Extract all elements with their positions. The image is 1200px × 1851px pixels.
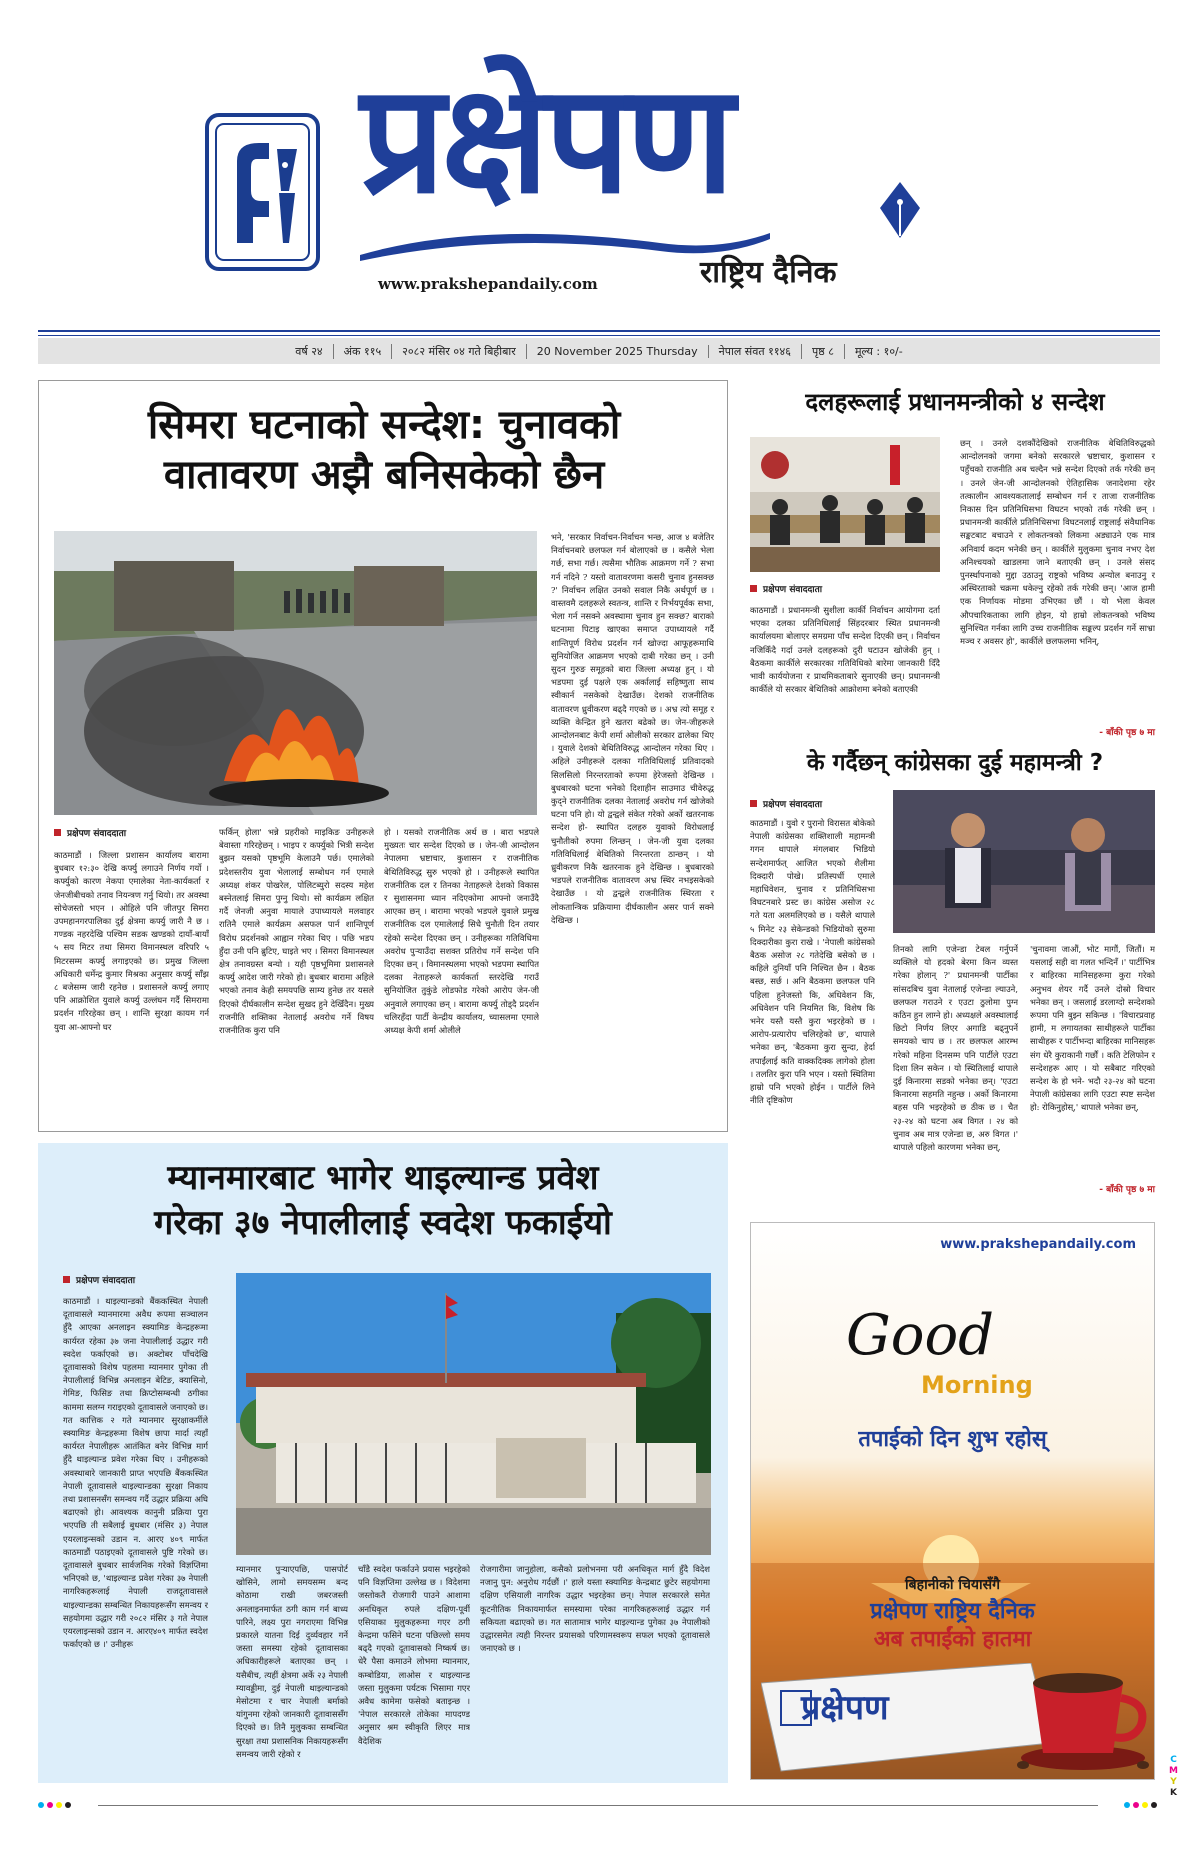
ad-good-text: Good bbox=[846, 1303, 995, 1368]
lead-col-3: हो । यसको राजनीतिक अर्थ छ । बारा भडपले मुख्यतः चार सन्देश दिएको छ । जेन-जी आन्दोलन नेपालमा भ्रष्टाचार, कुशासन र राजनीतिक बेथितिविरुद्ध सुरु भएको हो । उनीहरूले स्थापित राजनीतिक दल र तिनका नेताहरूले देशको विकास र सुशासनमा ध्यान नदिएकोमा आफ्नो जनाउँदै आएका छन् । बारामा भएको भडपले युवाले प्रमुख राजनीतिक दल एमालेलाई सिधै चुनौती दिन तयार रहेको सन्देश दिएका छन् । उनीहरूका गतिविधिमा अवरोध पुऱ्याउँदा सशक्त प्रतिरोध गर्ने सन्देश पनि दिएका छन् । विमानस्थलमा भएको भडपमा स्थापित दलका नेताहरूले कार्यकर्ता स्तरदेखि गराउँ सुनियोजित तुकुंडे लोडफोड गरेको आरोप जेन-जी अनुवाले लगाएका छन् । बारामा कर्फ्यु तोड्दै प्रदर्शन चलिरहँदा पार्टी केन्द्रीय कार्यालय, च्यासलमा एमाले अध्यक्ष केपी शर्मा ओलीले bbox=[384, 827, 539, 1036]
issue-info-bar bbox=[38, 338, 1160, 364]
lead-headline-line2[interactable]: वातावरण अझै बनिसकेको छैन bbox=[163, 452, 605, 498]
burning-tire-protest-photo bbox=[54, 531, 537, 815]
myanmar-byline: प्रक्षेपण संवाददाता bbox=[63, 1273, 135, 1286]
myanmar-headline-line1[interactable]: म्यानमारबाट भागेर थाइल्यान्ड प्रवेश bbox=[167, 1158, 599, 1198]
myanmar-headline-line2[interactable]: गरेका ३७ नेपालीलाई स्वदेश फकाईयो bbox=[154, 1203, 612, 1243]
ad-line-1: बिहानीको चियासँगै bbox=[905, 1577, 1000, 1593]
myanmar-col-1: काठमाडौं । थाइल्यान्डको बैंककस्थित नेपाली दूतावासले म्यानमारमा अवैध रूपमा सञ्चालन हुँदै आएका अनलाइन स्क्यामिङ केन्द्रहरूमा कार्यरत रहेका ३७ जना नेपालीलाई उद्धार गरी स्वदेश फर्काएको छ। अक्टोबर पाँचदेखि दूतावासको विशेष पहलमा म्यानमार पुगेका ती नेपालीलाई विभिन्न अनलाइन बेटिङ, क्यासिनो, गेमिङ, फिसिङ तथा क्रिप्टोसम्बन्धी ठगीका काममा सलग्न गराइएको दूतावासले जनाएको छ। गत कात्तिक २ गते म्यानमार सुरक्षाकर्मीले स्क्यामिङ केन्द्रहरूमा विशेष छापा मार्दा त्यहाँ कार्यरत नेपालीहरू आतंकित बनेर विभिन्न मार्ग हुँदै थाइल्यान्ड प्रवेश गरेका थिए । उनीहरूको अवस्थाबारे जानकारी प्राप्त भएपछि बैंककस्थित नेपाली दूतावासले थाइल्यान्डका सुरक्षा निकाय तथा प्रशासनसँग समन्वय गर्दै उद्धार प्रक्रिया अघि बढाएको हो। आवश्यक कानुनी प्रक्रिया पुरा भएपछि ती सबैलाई बुधबार (मंसिर ३) नेपाल एयरलाइन्सको उडान न. आरए ४०९ मार्फत काठमाडौं पठाइएको दूतावासले पुष्टि गरेको छ। दूतावासले बुधबार सार्वजनिक गरेको विज्ञप्तिमा भनिएको छ, 'थाइल्यान्ड प्रवेश गरेका ३७ नेपाली नागरिकहरूलाई नेपाली राजदूतावासले थाइल्यान्डका सम्बन्धित निकायहरूसँग समन्वय र सहयोगमा उद्धार गरी २०८२ मंसिर ३ गते नेपाल एयरलाइन्सको उडान न. आरए४०९ मार्फत स्वदेश फर्काएको छ ।' उनीहरू bbox=[63, 1296, 208, 1650]
issue-price: मूल्य : १०/- bbox=[854, 344, 903, 358]
myanmar-col-4: रोजगारीमा जानुहोला, कसैको प्रलोभनमा परी अनधिकृत मार्ग हुँदै विदेश नजानु पुन: अनुरोध गर्दछौं ।' हाले यस्ता स्क्यामिङ केन्द्रबाट छुटेर सहयोगमा दक्षिण एसियाली नागरिक उद्धार भइरहेका छन्। नेपाल सरकारले समेत कूटनीतिक निकायमार्फत समस्यामा परेका नागरिकहरूलाई उद्धार गर्न सकियता बढाएको छ। गत सातामात्र भागेर थाइल्यान्ड पुगेका ३७ नेपालीको उद्धारसमेत त्यही निरन्तर प्रयासको परिणामस्वरूप सफल भएको दूतावासले जनाएको छ । bbox=[480, 1564, 710, 1654]
ad-greeting: तपाईको दिन शुभ रहोस् bbox=[858, 1427, 1047, 1452]
logo-emblem bbox=[205, 113, 320, 271]
ad-url[interactable]: www.prakshepandaily.com bbox=[940, 1237, 1136, 1252]
ad-morning-text: Morning bbox=[921, 1371, 1033, 1399]
brand-name: प्रक्षेपण bbox=[360, 53, 731, 227]
myanmar-col-2: म्यानमार पुऱ्याएपछि, पासपोर्ट खोसिने, लामो समयसम्म बन्द कोठामा राखी जबरजस्ती अनलाइनमार्फत ठगी काम गर्न बाध्य पारिने, लक्ष्य पुरा नगराएमा विभिन्न प्रकारले यातना दिई दुर्व्यवहार गर्ने जस्ता समस्या रहेको दूतावासका अधिकारीहरूले बताएका छन् । यसैबीच, त्यहीं क्षेत्रमा अर्के २३ नेपाली म्यावड्डीमा, दुई नेपाली थाइल्यान्डको मेसोटमा र चार नेपाली बर्माको यांगुनमा रहेको जानकारी दूतावाससँग दिएको छ। तिनै मुलुकका सम्बन्धित सुरक्षा तथा प्रशासनिक निकायहरूसँग समन्वय जारी रहेको र bbox=[236, 1564, 348, 1759]
congress-col-1: काठमाडौं । युवो र पुरानो विरासत बोकेको नेपाली कांग्रेसका शक्तिशाली महामन्त्री गगन थापाले मंगलबार भिडियो सन्देशमार्फत् आजित भएको शैलीमा दिक्दारी पोखे। प्रतिस्पर्धी एमाले महाधिवेशन, चुनाव र प्रतिनिधिसभा विघटनबारे प्रस्ट छ। कांग्रेस असोज २८ गते यता अलमलिएको छ । यसैले थापाले ५ मिनेट २३ सेकेन्डको भिडियोको सुरुमा दिक्दारीका कुरा राखे । 'नेपाली कांग्रेसको बैठक असोज २८ गतेदेखि बसेको छ । कहिले दुनियाँ पनि निश्चित छैन । बैठक बस्छ, सर्छ । अनि बैठकमा छलफल पनि पहिला हुनेजस्तो कि, अधिवेशन कि, अधिवेशन पनि नियमित कि, विशेष कि भनेर यस्तै यस्तै कुरा भइरहेको छ । आरोप-प्रत्यारोप चलिरहेको छ', थापाले भनेका छन्, 'बैठकमा कुरा सुन्दा, हेर्दा तपाईंलाई कति वाक्कदिक्क लागेको होला । तलतिर कुरा पनि भएन । यस्तो स्थितिमा हाम्रो पनि भएको होईन । पार्टीले लिने नीति दृष्टिकोण bbox=[750, 818, 875, 1106]
lead-byline: प्रक्षेपण संवाददाता bbox=[54, 826, 126, 839]
pm-headline[interactable]: दलहरूलाई प्रधानमन्त्रीको ४ सन्देश bbox=[805, 388, 1105, 416]
masthead bbox=[0, 0, 1200, 330]
ad-paper-brand: प्रक्षेपण bbox=[801, 1688, 889, 1728]
congress-headline[interactable]: के गर्दैछन् कांग्रेसका दुई महामन्त्री ? bbox=[806, 750, 1104, 776]
issue-english-date: 20 November 2025 Thursday bbox=[527, 345, 709, 358]
cmyk-marks: C M Y K bbox=[1169, 1755, 1178, 1798]
pm-byline: प्रक्षेपण संवाददाता bbox=[750, 582, 822, 595]
site-url[interactable]: www.prakshepandaily.com bbox=[378, 275, 598, 293]
pm-col-2: छन् । उनले दशकौंदेखिको राजनीतिक बेथितिविरुद्धको आन्दोलनको जगमा बनेको सरकारले भ्रष्टाचार, कुशासन र पहुँचको राजनीति अब चल्दैन भन्ने सन्देश दिएको तर्क गरेकी छन् । उनले जेन-जी आन्दोलनको ऐतिहासिक जनादेशमा रहेर तत्कालीन आवश्यकतालाई सम्बोधन गर्न र ताजा राजनीतिक निकास दिन प्रतिनिधिसभा विघटन भएको तर्क गरेकी छन् । प्रधानमन्त्री कार्कीले प्रतिनिधिसभा विघटनलाई राष्ट्रलाई संवैधानिक सङ्कटबाट बचाउने र लोकतन्त्रको लिकमा अड्याउने एक मात्र अनिवार्य कदम भनेकी छन् । कार्कीले मुलुकमा चुनाव नभए देश अनिश्चयको खाडलमा जाने बताएकी छन् । उनले संसद पुनर्स्थापनाको मुद्दा उठाउनु राष्ट्रको भविष्य अन्योल बनाउनु र अस्थिरताको चक्रमा धकेल्नु रहेको तर्क गरेकी छन्। 'आज हामी एक निर्णायक मोडमा उभिएका छौं । यो भेला केवल औपचारिकताका लागि होइन, यो हाम्रो लोकतन्त्रको भविष्य सुनिश्चित गर्नका लागि उच्च राजनीतिक सङ्कल्प प्रदर्शन गर्ने साभ्रा मञ्च र अवसर हो', कार्कीले छलफलमा भनिन्, bbox=[960, 438, 1155, 647]
tagline: राष्ट्रिय दैनिक bbox=[700, 255, 837, 290]
issue-nepali-date: २०८२ मंसिर ०४ गते बिहीबार bbox=[392, 344, 527, 359]
congress-col-3: 'चुनावमा जाऔं, भोट मागौं, जितौं। म यसलाई सही वा गलत भन्दिनँ ।' पार्टीभित्र र बाहिरका मानिसहरूमा कुरा गरेको अनुभव शेयर गर्दै उनले दोस्रो विचार भनेका छन् । जसलाई डरलाग्दो सन्देशको रूपमा पनि बुझ्न सकिन्छ । 'विचारप्रवाह हामी, म लगायतका साथीहरूले पार्टीका साथीहरू र पार्टीभन्दा बाहिरका मानिसहरू संग धेरै कुराकानी गर्छौं । कति टेलिफोन र सन्देशहरू आए । यो सबैबाट गरिएको सन्देश के हो भने- भदौ २३-२४ को घटना नेपाली कांग्रेसका लागि एउटा स्पष्ट सन्देश हो: रोकिनुहोस्,' थापाले भनेका छन्, bbox=[1030, 944, 1155, 1113]
pm-continued[interactable]: - बाँकी पृष्ठ ७ मा bbox=[1099, 728, 1155, 738]
pm-col-1: काठमाडौं । प्रधानमन्त्री सुशीला कार्की निर्वाचन आयोगमा दर्ता भएका दलका प्रतिनिधिलाई सिंहदरबार स्थित प्रधानमन्त्री कार्यालयमा बोलाएर समग्रमा पाँच सन्देश दिएकी छन् । निर्वाचन नजिकिँदै गर्दा उनले दलहरूको दुरी घटाउन खोजेकी हुन् । बैठकमा कार्कीले सरकारका गतिविधिको बारेमा जानकारी दिँदै भावी कार्ययोजना र प्राथमिकताबारे सुनाएकी छन्। प्रधानमन्त्री कार्कीले यो सरकार बेथितिको आक्रोशमा बनेको बताएकी bbox=[750, 605, 940, 695]
red-coffee-cup-icon bbox=[1013, 1653, 1153, 1773]
lead-col-4: भने, 'सरकार निर्वाचन-निर्वाचन भन्छ, आज ४ बजेतिर निर्वाचनबारे छलफल गर्न बोलाएको छ । कसैले भेला गर्छ, सभा गर्छ। त्यसैमा भौतिक आक्रमण गर्ने ? सभा गर्न नदिने ? यस्तो वातावरणमा कसरी चुनाव हुनसक्छ ?' निर्वाचन लक्षित उनको सवाल निकै अर्थपूर्ण छ । वास्तवमै दलहरूले स्वतन्त्र, शान्ति र निर्भयपूर्वक सभा, भेला गर्न नसक्ने अवस्थामा चुनाव हुन सक्छ? बाराको घटनामा पिटाइ खाएका समाप्त उपाध्यायले गर्दै शान्तिपूर्ण विरोध प्रदर्शन गर्न खोज्दा आफूहरूमाथि सुनियोजित आक्रमण भएको दाबी गरेका छन् । उनी सुदन गुरुङ समूहको बारा जिल्ला अध्यक्ष हुन् । यो भडपमा दुई पक्षले एक अर्कालाई सहिष्णुता साथ स्वीकार्न नसकेको देखाउँछ। देशको राजनीतिक वातावरण ध्रुवीकरण बढ्दै गएको छ । अभ्र त्यो समूह र व्यक्ति केन्द्रित हुने खतरा बढेको छ। जेन-जीहरूले आन्दोलनबाट केपी शर्मा ओलीको सरकार ढालेका थिए । युवाले देशको बेथितिविरुद्ध आन्दोलन गरेका थिए । अहिले उनीहरूले दलका गतिविधिलाई प्रतिवादको सिलसिलो निरन्तरताको रूपमा हेरेजस्तो देखिन्छ । बुधबारको घटना भनेको दिशाहीन साउमाउ चीवेरुद्ध कुद्ने राजनीतिक दलका नेतालाई अवरोध गर्न खोजेको घटना पनि हो। यो द्वन्द्वले संकेत गरेको अर्को खतरनाक सन्देश हो- स्थापित दलहरु युवाको विरोधलाई चुनौतीको रुपमा लिन्छन् । जेन-जी युवा दलका गतिविधिलाई बेथितिको निरन्तरता ठान्छन् । यो ध्रुवीकरण निकै खतरनाक हुने देखिन्छ । बुधबारको भडपले राजनीतिक वातावरण अभ्र स्थिर नभइसकेको देखाउँछ । यो द्वन्द्वले राजनीतिक स्थिरता र लोकतान्त्रिक प्रक्रियामा दीर्घकालीन असर पार्न सक्ने देखिन्छ । bbox=[551, 532, 714, 925]
lead-col-1: काठमाडौं । जिल्ला प्रशासन कार्यालय बारामा बुधबार १२:३० देखि कर्फ्यु लगाउने निर्णय गर्यो । कर्फ्युको कारण नेकपा एमालेका नेता-कार्यकर्ता र जेनजीबीचको तनाव नियन्त्रण गर्नु थियो। तर अवस्था सोचेजस्तो भएन । ओहिले पनि जीतपुर सिमरा उपमहानगरपालिका दुई क्षेत्रमा कर्फ्यु जारी नै छ । गण्डक नहरदेखि पश्चिम सडक खण्डको दायाँ-बायाँ ५ सय मिटर तथा सिमरा विमानस्थल वरिपरि ५ मिटरसम्म कर्फ्यु लगाइएको छ। प्रमुख जिल्ला अधिकारी धर्मेन्द्र कुमार मिश्रका अनुसार कर्फ्यु साँझ ८ बजेसम्म जारी रहनेछ । प्रशासनले कर्फ्यु लगाए पनि आक्रोशित युवाले कर्फ्यु उल्लंघन गर्दै सिमरामा प्रदर्शन गरिरहेका छन् । शान्ति सुरक्षा कायम गर्न युवा आ-आफ्नो घर bbox=[54, 850, 209, 1032]
ad-line-2: प्रक्षेपण राष्ट्रिय दैनिक bbox=[870, 1599, 1035, 1624]
issue-number: अंक ११५ bbox=[334, 344, 393, 359]
myanmar-article bbox=[38, 1143, 728, 1783]
pen-nib-pra-logo-icon bbox=[219, 131, 309, 261]
lead-col-2: फर्किन् होला' भन्ने प्रहरीको माइकिङ उनीहरूले बेवास्ता गरिरहेछन् । भाइप र कर्फ्युको भित्री सन्देश बुझन यसको पृष्ठभूमि केलाउनै पर्छ। एमालेको प्रदेशस्तरीय युवा भेलालाई सम्बोधन गर्न एमाले अध्यक्ष शंकर पोखरेल, पोलिटब्युरो सदस्य महेश बस्नेतलाई सिमरा पुग्नु थियो। सो कार्यक्रम लक्षित गर्दै जेनजी अनुवा मायाले उपाध्यायले मलवाहर रातिनै एमाले कार्यक्रम असफल पार्न शान्तिपूर्ण विरोध प्रदर्शनको आह्वान गरेका थिए । पछि भडप हुँदा उनी पनि ब्रुटिए, घाइते भए । सिमरा विमानस्थल क्षेत्र तनावग्रस्त बन्यो । यही पृष्ठभूमिमा प्रशासनले कर्फ्यु आदेश जारी गरेको हो। बुधबार बारामा अहिले भएको तनाव केही समयपछि साम्य हुनेछ तर यसले दिएको दीर्घकालीन सन्देश सुखद हुने देखिँदैन। मुख्य राजनीति शक्तिका नेतालाई अवरोध गर्ने विषय राजनीतिक कुरा पनि bbox=[219, 827, 374, 1036]
lead-article bbox=[38, 380, 728, 1132]
congress-col-2: तिनको लागि एजेन्डा टेबल गर्नुपर्ने व्यक्तिले यो हदको बेरमा किन व्यस्त गरेका होलान् ?' प्रधानमन्त्री पार्टीका सांसदबिच युवा नेतालाई एजेन्डा ल्याउने, छलफल गराउने र एउटा ठुलोमा पुग्न कठिन हुन लाग्ने हो। अध्यक्षले अवस्थालाई छिटो निर्णय लिएर अगाडि बढ्नुपर्ने समयको चाप छ । तर छलफल आरम्भ गरेको महिना दिनसम्म पनि पार्टीले एउटा दिशा लिन सकेन । यो स्थितिलाई थापाले दुई किनारमा सडको भनेका छन्। 'एउटा किनारमा सहमति नहुन्छ । अर्को किनारमा बहस पनि भइरहेको छ ठीक छ । चैत २३-२४ को घटना अब विगत । २४ को चुनाव अब मात्र एजेन्डा छ, अरु विगत ।' थापाले पहिलो कारणमा भनेका छन्, bbox=[893, 944, 1018, 1153]
advertisement[interactable] bbox=[750, 1222, 1155, 1780]
pm-meeting-photo bbox=[750, 437, 940, 572]
ad-line-3: अब तपाईंको हातमा bbox=[873, 1627, 1032, 1652]
print-registration-strip bbox=[38, 1800, 1160, 1810]
embassy-building-photo bbox=[236, 1273, 711, 1555]
issue-nepal-sambat: नेपाल संवत ११४६ bbox=[709, 344, 802, 359]
congress-continued[interactable]: - बाँकी पृष्ठ ७ मा bbox=[1099, 1185, 1155, 1195]
issue-year: वर्ष २४ bbox=[285, 344, 333, 359]
two-congress-leaders-photo bbox=[893, 790, 1155, 933]
myanmar-col-3: चाँडै स्वदेश फर्काउने प्रयास भइरहेको पनि विज्ञप्तिमा उल्लेख छ । विदेशमा जस्तोकतै रोजगारी पाउने आशामा अनधिकृत रुपले दक्षिण-पूर्वी एसियाका मुलुकहरूमा गएर ठगी केन्द्रमा फसिने घटना पछिल्लो समय बढ्दै गएको दूतावासको निष्कर्ष छ। धेरै पैसा कमाउने लोभमा म्यानमार, कम्बोडिया, लाओस र थाइल्यान्ड जस्ता मुलुकमा पर्यटक भिसामा गएर अवैध कामेमा फसेको बताइन्छ । 'नेपाल सरकारले तोकेका मापदण्ड अनुसार श्रम स्वीकृति लिएर मात्र वैदेशिक bbox=[358, 1564, 470, 1746]
issue-page-count: पृष्ठ ८ bbox=[802, 344, 845, 359]
fountain-pen-nib-icon bbox=[875, 180, 925, 240]
masthead-rule bbox=[38, 330, 1160, 336]
congress-byline: प्रक्षेपण संवाददाता bbox=[750, 797, 822, 810]
lead-headline-line1[interactable]: सिमरा घटनाको सन्देश: चुनावको bbox=[147, 402, 621, 448]
